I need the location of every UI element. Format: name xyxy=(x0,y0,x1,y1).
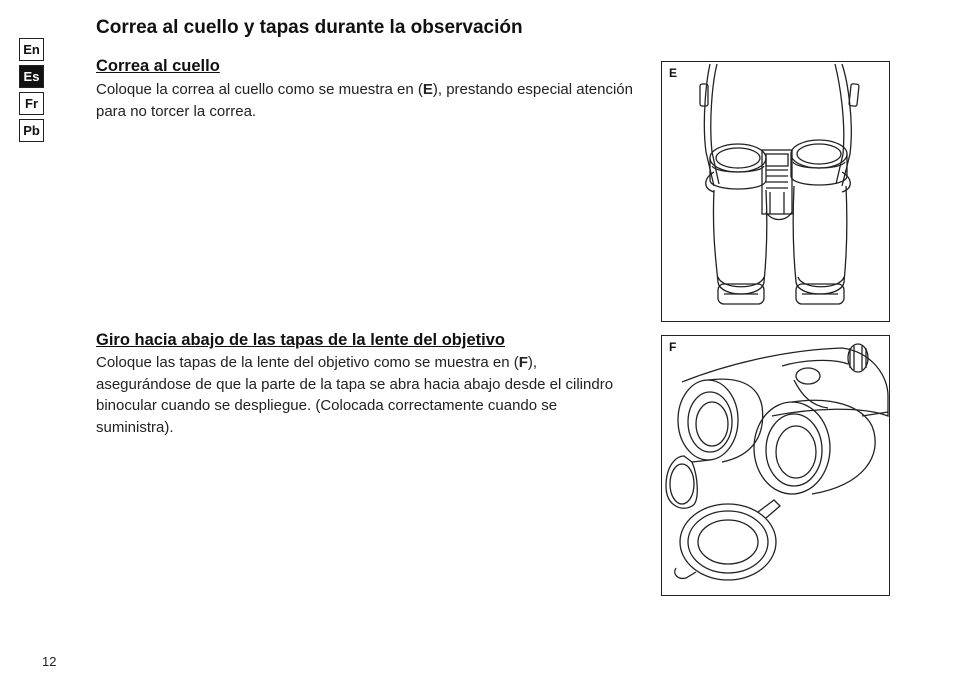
figure-label-e: E xyxy=(669,66,678,80)
page-number: 12 xyxy=(42,654,57,669)
section-heading-lens-caps: Giro hacia abajo de las tapas de la lente del objetivo xyxy=(96,331,505,349)
objective-caps-illustration xyxy=(662,336,889,595)
page-title: Correa al cuello y tapas durante la observación xyxy=(96,17,523,38)
binoculars-strap-illustration xyxy=(662,62,889,321)
section-text-lens-caps xyxy=(96,352,621,438)
figure-reference-f: F xyxy=(518,354,528,371)
text-part: Coloque las tapas de la lente del objetivo como se muestra en ( xyxy=(96,354,519,371)
language-tab-es[interactable]: Es xyxy=(19,65,44,88)
section-heading-neck-strap: Correa al cuello xyxy=(96,57,220,75)
language-tab-en[interactable]: En xyxy=(19,38,44,61)
language-tabs xyxy=(19,38,44,146)
text-part: ), prestando especial atención para no torcer la correa. xyxy=(96,81,633,120)
figure-reference-e: E xyxy=(422,81,433,98)
text-part: ), asegurándose de que la parte de la tapa se abra hacia abajo desde el cilindro binocular cuando se despliegue. (Colocada correctamente cuando se suministra). xyxy=(96,354,614,436)
figure-e xyxy=(661,61,890,322)
section-text-neck-strap xyxy=(96,79,636,122)
language-tab-fr[interactable]: Fr xyxy=(19,92,44,115)
figure-label-f: F xyxy=(669,340,677,354)
language-tab-pb[interactable]: Pb xyxy=(19,119,44,142)
text-part: Coloque la correa al cuello como se muestra en ( xyxy=(96,81,423,98)
figure-f xyxy=(661,335,890,596)
